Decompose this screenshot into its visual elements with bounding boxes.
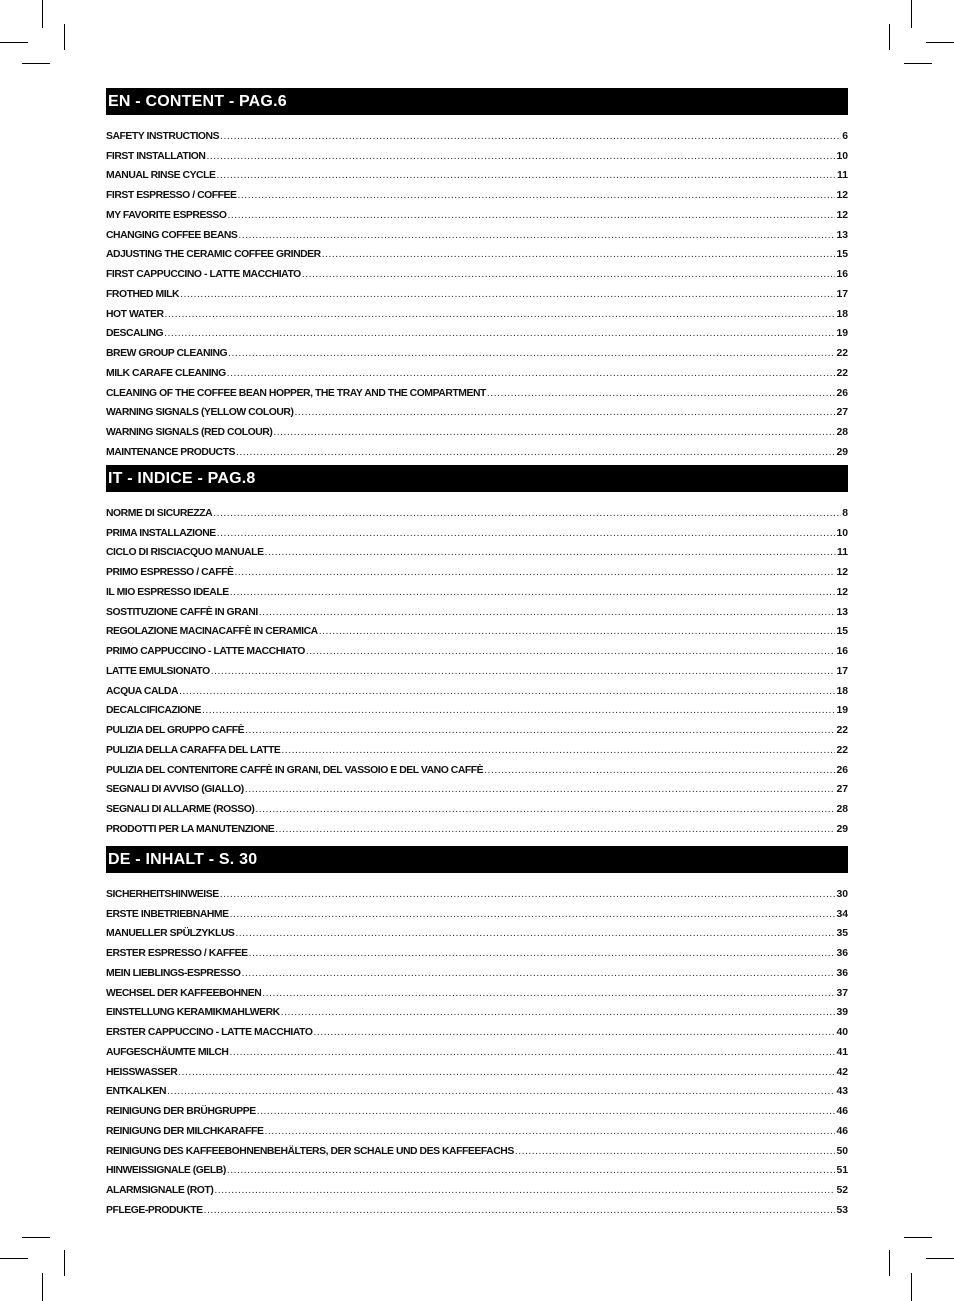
leader-dots (238, 189, 836, 202)
toc-entry[interactable] (106, 143, 848, 163)
toc-entry[interactable] (106, 881, 848, 901)
entry-title: MANUELLER SPÜLZYKLUS (106, 928, 235, 940)
crop-mark (911, 1273, 912, 1301)
leader-dots (167, 1085, 835, 1098)
leader-dots (180, 288, 835, 301)
toc-entry[interactable] (106, 380, 848, 400)
entry-title: PRODOTTI PER LA MANUTENZIONE (106, 823, 275, 835)
leader-dots (227, 1164, 836, 1177)
leader-dots (229, 1046, 835, 1059)
entry-page: 50 (836, 1145, 848, 1157)
entry-title: CICLO DI RISCIACQUO MANUALE (106, 547, 264, 559)
entry-page: 17 (836, 665, 848, 677)
entry-page: 6 (842, 130, 848, 142)
toc-entry[interactable] (106, 960, 848, 980)
leader-dots (227, 367, 836, 380)
entry-title: HOT WATER (106, 308, 164, 320)
entry-title: LATTE EMULSIONATO (106, 665, 210, 677)
toc-entry[interactable] (106, 940, 848, 960)
toc-entry[interactable] (106, 901, 848, 921)
leader-dots (216, 169, 836, 182)
entry-page: 53 (836, 1204, 848, 1216)
toc-entry[interactable] (106, 123, 848, 143)
entry-title: DECALCIFICAZIONE (106, 705, 201, 717)
toc-list (106, 881, 848, 1217)
crop-mark (904, 1237, 932, 1238)
entry-page: 46 (836, 1106, 848, 1117)
leader-dots (228, 347, 835, 360)
leader-dots (245, 783, 836, 796)
leader-dots (245, 724, 835, 737)
toc-entry[interactable] (106, 1059, 848, 1079)
toc-entry[interactable] (106, 163, 848, 183)
leader-dots (515, 1145, 836, 1158)
leader-dots (281, 744, 835, 757)
entry-page: 52 (836, 1185, 848, 1196)
leader-dots (314, 1026, 836, 1039)
toc-entry[interactable] (106, 202, 848, 222)
entry-page: 42 (836, 1066, 848, 1078)
entry-page: 12 (836, 190, 848, 201)
leader-dots (322, 248, 836, 261)
leader-dots (262, 987, 835, 1000)
toc-entry[interactable] (106, 419, 848, 439)
entry-title: REINIGUNG DES KAFFEEBOHNENBEHÄLTERS, DER SCHALE UND DES KAFFEEFACHS (106, 1145, 514, 1157)
crop-mark (64, 1250, 65, 1276)
entry-page: 11 (837, 170, 848, 182)
leader-dots (242, 967, 836, 980)
leader-dots (265, 546, 836, 559)
toc-entry[interactable] (106, 321, 848, 341)
leader-dots (230, 586, 836, 599)
toc-entry[interactable] (106, 1039, 848, 1059)
entry-page: 22 (836, 348, 848, 359)
toc-list (106, 123, 848, 459)
leader-dots (484, 764, 835, 777)
entry-page: 39 (836, 1007, 848, 1019)
toc-entry[interactable] (106, 301, 848, 321)
entry-page: 28 (836, 804, 848, 815)
crop-mark (926, 42, 954, 43)
entry-title: MEIN LIEBLINGS-ESPRESSO (106, 967, 241, 979)
entry-title: PRIMO CAPPUCCINO - LATTE MACCHIATO (106, 646, 305, 657)
toc-entry[interactable] (106, 698, 848, 718)
toc-entry[interactable] (106, 1197, 848, 1217)
toc-entry[interactable] (106, 796, 848, 816)
toc-entry[interactable] (106, 242, 848, 262)
entry-title: ERSTE INBETRIEBNAHME (106, 908, 229, 920)
entry-page: 13 (836, 229, 848, 241)
toc-entry[interactable] (106, 1019, 848, 1039)
entry-page: 10 (836, 150, 848, 162)
entry-page: 29 (836, 823, 848, 835)
leader-dots (236, 446, 835, 459)
leader-dots (164, 327, 835, 340)
section-header: EN - CONTENT - PAG.6 (106, 88, 848, 115)
toc-entry[interactable] (106, 921, 848, 941)
entry-title: ERSTER CAPPUCCINO - LATTE MACCHIATO (106, 1027, 313, 1038)
entry-page: 15 (836, 249, 848, 261)
entry-title: EINSTELLUNG KERAMIKMAHLWERK (106, 1007, 280, 1019)
entry-title: ERSTER ESPRESSO / KAFFEE (106, 948, 248, 959)
crop-mark (911, 0, 912, 28)
leader-dots (235, 566, 836, 579)
entry-page: 43 (836, 1086, 848, 1098)
toc-entry[interactable] (106, 757, 848, 777)
entry-title: REINIGUNG DER BRÜHGRUPPE (106, 1106, 256, 1117)
crop-mark (64, 24, 65, 50)
toc-entry[interactable] (106, 500, 848, 520)
entry-title: AUFGESCHÄUMTE MILCH (106, 1046, 229, 1058)
entry-title: MY FAVORITE ESPRESSO (106, 209, 227, 221)
leader-dots (217, 527, 836, 540)
crop-mark (22, 1237, 50, 1238)
entry-title: IL MIO ESPRESSO IDEALE (106, 586, 229, 598)
entry-title: FIRST INSTALLATION (106, 150, 206, 162)
leader-dots (220, 130, 841, 143)
toc-entry[interactable] (106, 1118, 848, 1138)
entry-title: NORME DI SICUREZZA (106, 507, 213, 519)
entry-title: PRIMA INSTALLAZIONE (106, 527, 216, 539)
leader-dots (214, 1184, 835, 1197)
toc-entry[interactable] (106, 737, 848, 757)
entry-title: SOSTITUZIONE CAFFÈ IN GRANI (106, 606, 258, 618)
entry-title: WECHSEL DER KAFFEEBOHNEN (106, 987, 262, 999)
entry-title: HINWEISSIGNALE (GELB) (106, 1165, 226, 1177)
leader-dots (202, 704, 835, 717)
entry-page: 22 (836, 367, 848, 379)
leader-dots (306, 645, 836, 658)
toc-entry[interactable] (106, 980, 848, 1000)
toc-entry[interactable] (106, 579, 848, 599)
toc-entry[interactable] (106, 439, 848, 459)
toc-entry[interactable] (106, 1079, 848, 1099)
leader-dots (211, 665, 836, 678)
entry-page: 13 (836, 606, 848, 618)
leader-dots (204, 1204, 836, 1217)
entry-page: 26 (836, 387, 848, 399)
entry-title: FROTHED MILK (106, 288, 180, 300)
toc-entry[interactable] (106, 360, 848, 380)
leader-dots (179, 685, 835, 698)
toc-entry[interactable] (106, 638, 848, 658)
leader-dots (220, 888, 836, 901)
entry-title: WARNING SIGNALS (YELLOW COLOUR) (106, 407, 294, 419)
section-header: IT - INDICE - PAG.8 (106, 465, 848, 492)
entry-page: 35 (836, 928, 848, 940)
crop-mark (889, 24, 890, 50)
leader-dots (206, 150, 835, 163)
toc-entry[interactable] (106, 1138, 848, 1158)
toc-entry[interactable] (106, 619, 848, 639)
leader-dots (178, 1066, 835, 1079)
toc-section-de (106, 846, 848, 1217)
entry-title: ALARMSIGNALE (ROT) (106, 1185, 214, 1196)
toc-entry[interactable] (106, 281, 848, 301)
section-header: DE - INHALT - S. 30 (106, 846, 848, 873)
entry-page: 17 (836, 288, 848, 300)
crop-mark (42, 1273, 43, 1301)
entry-title: PRIMO ESPRESSO / CAFFÈ (106, 567, 234, 578)
entry-page: 19 (836, 705, 848, 717)
entry-page: 10 (836, 527, 848, 539)
entry-page: 22 (836, 725, 848, 736)
toc-entry[interactable] (106, 678, 848, 698)
entry-title: ADJUSTING THE CERAMIC COFFEE GRINDER (106, 249, 321, 261)
entry-title: MILK CARAFE CLEANING (106, 367, 226, 379)
leader-dots (257, 1105, 836, 1118)
entry-title: SICHERHEITSHINWEISE (106, 888, 219, 900)
toc-entry[interactable] (106, 658, 848, 678)
leader-dots (249, 947, 836, 960)
leader-dots (238, 229, 835, 242)
toc-entry[interactable] (106, 340, 848, 360)
toc-entry[interactable] (106, 1177, 848, 1197)
entry-page: 18 (836, 308, 848, 320)
entry-title: FIRST ESPRESSO / COFFEE (106, 190, 237, 201)
leader-dots (255, 803, 835, 816)
entry-title: DESCALING (106, 328, 164, 340)
toc-entry[interactable] (106, 261, 848, 281)
toc-entry[interactable] (106, 717, 848, 737)
entry-title: PULIZIA DEL GRUPPO CAFFÈ (106, 725, 245, 736)
entry-page: 8 (842, 507, 848, 519)
toc-section-en (106, 88, 848, 459)
crop-mark (0, 1258, 28, 1259)
entry-page: 12 (836, 586, 848, 598)
entry-page: 18 (836, 685, 848, 697)
leader-dots (275, 823, 835, 836)
entry-page: 22 (836, 744, 848, 756)
entry-title: HEISSWASSER (106, 1066, 178, 1078)
entry-title: PULIZIA DELLA CARAFFA DEL LATTE (106, 744, 281, 756)
entry-page: 26 (836, 764, 848, 776)
entry-title: MAINTENANCE PRODUCTS (106, 446, 235, 458)
entry-page: 15 (836, 626, 848, 638)
entry-title: ACQUA CALDA (106, 685, 179, 697)
leader-dots (281, 1006, 836, 1019)
toc-entry[interactable] (106, 400, 848, 420)
leader-dots (259, 606, 836, 619)
entry-page: 40 (836, 1027, 848, 1038)
leader-dots (213, 507, 841, 520)
entry-page: 11 (837, 547, 848, 559)
crop-mark (0, 42, 28, 43)
toc-entry[interactable] (106, 559, 848, 579)
entry-title: PFLEGE-PRODUKTE (106, 1204, 203, 1216)
leader-dots (228, 209, 836, 222)
entry-page: 41 (836, 1046, 848, 1058)
crop-mark (904, 63, 932, 64)
entry-page: 30 (836, 888, 848, 900)
leader-dots (264, 1125, 835, 1138)
entry-title: REGOLAZIONE MACINACAFFÈ IN CERAMICA (106, 626, 318, 638)
entry-title: WARNING SIGNALS (RED COLOUR) (106, 427, 273, 438)
crop-mark (889, 1250, 890, 1276)
leader-dots (302, 268, 836, 281)
toc-entry[interactable] (106, 222, 848, 242)
entry-title: SEGNALI DI ALLARME (ROSSO) (106, 804, 255, 815)
entry-page: 27 (836, 784, 848, 796)
crop-mark (42, 0, 43, 28)
entry-title: ENTKALKEN (106, 1086, 167, 1098)
toc-entry[interactable] (106, 1158, 848, 1178)
entry-title: FIRST CAPPUCCINO - LATTE MACCHIATO (106, 269, 301, 280)
toc-entry[interactable] (106, 182, 848, 202)
toc-entry[interactable] (106, 1000, 848, 1020)
entry-page: 16 (836, 646, 848, 657)
leader-dots (273, 426, 835, 439)
entry-page: 16 (836, 269, 848, 280)
toc-entry[interactable] (106, 599, 848, 619)
entry-page: 36 (836, 967, 848, 979)
leader-dots (295, 406, 836, 419)
crop-mark (22, 63, 50, 64)
toc-entry[interactable] (106, 816, 848, 836)
entry-page: 29 (836, 446, 848, 458)
entry-title: PULIZIA DEL CONTENITORE CAFFÈ IN GRANI, DEL VASSOIO E DEL VANO CAFFÈ (106, 764, 484, 776)
leader-dots (235, 927, 835, 940)
entry-title: SEGNALI DI AVVISO (GIALLO) (106, 784, 244, 796)
toc-entry[interactable] (106, 777, 848, 797)
entry-page: 19 (836, 328, 848, 340)
crop-mark (926, 1258, 954, 1259)
entry-page: 36 (836, 948, 848, 959)
leader-dots (319, 625, 836, 638)
entry-page: 37 (836, 987, 848, 999)
entry-page: 46 (836, 1125, 848, 1137)
toc-entry[interactable] (106, 540, 848, 560)
entry-page: 28 (836, 427, 848, 438)
entry-title: BREW GROUP CLEANING (106, 348, 228, 359)
leader-dots (230, 908, 836, 921)
entry-page: 34 (836, 908, 848, 920)
entry-page: 51 (836, 1165, 848, 1177)
entry-page: 12 (836, 209, 848, 221)
entry-title: CLEANING OF THE COFFEE BEAN HOPPER, THE TRAY AND THE COMPARTMENT (106, 387, 486, 399)
entry-title: CHANGING COFFEE BEANS (106, 229, 238, 241)
entry-title: MANUAL RINSE CYCLE (106, 170, 216, 182)
entry-title: SAFETY INSTRUCTIONS (106, 130, 220, 142)
entry-title: REINIGUNG DER MILCHKARAFFE (106, 1125, 264, 1137)
toc-section-it (106, 465, 848, 836)
entry-page: 12 (836, 567, 848, 578)
leader-dots (165, 308, 836, 321)
toc-list (106, 500, 848, 836)
toc-entry[interactable] (106, 520, 848, 540)
leader-dots (487, 387, 836, 400)
toc-entry[interactable] (106, 1098, 848, 1118)
entry-page: 27 (836, 407, 848, 419)
